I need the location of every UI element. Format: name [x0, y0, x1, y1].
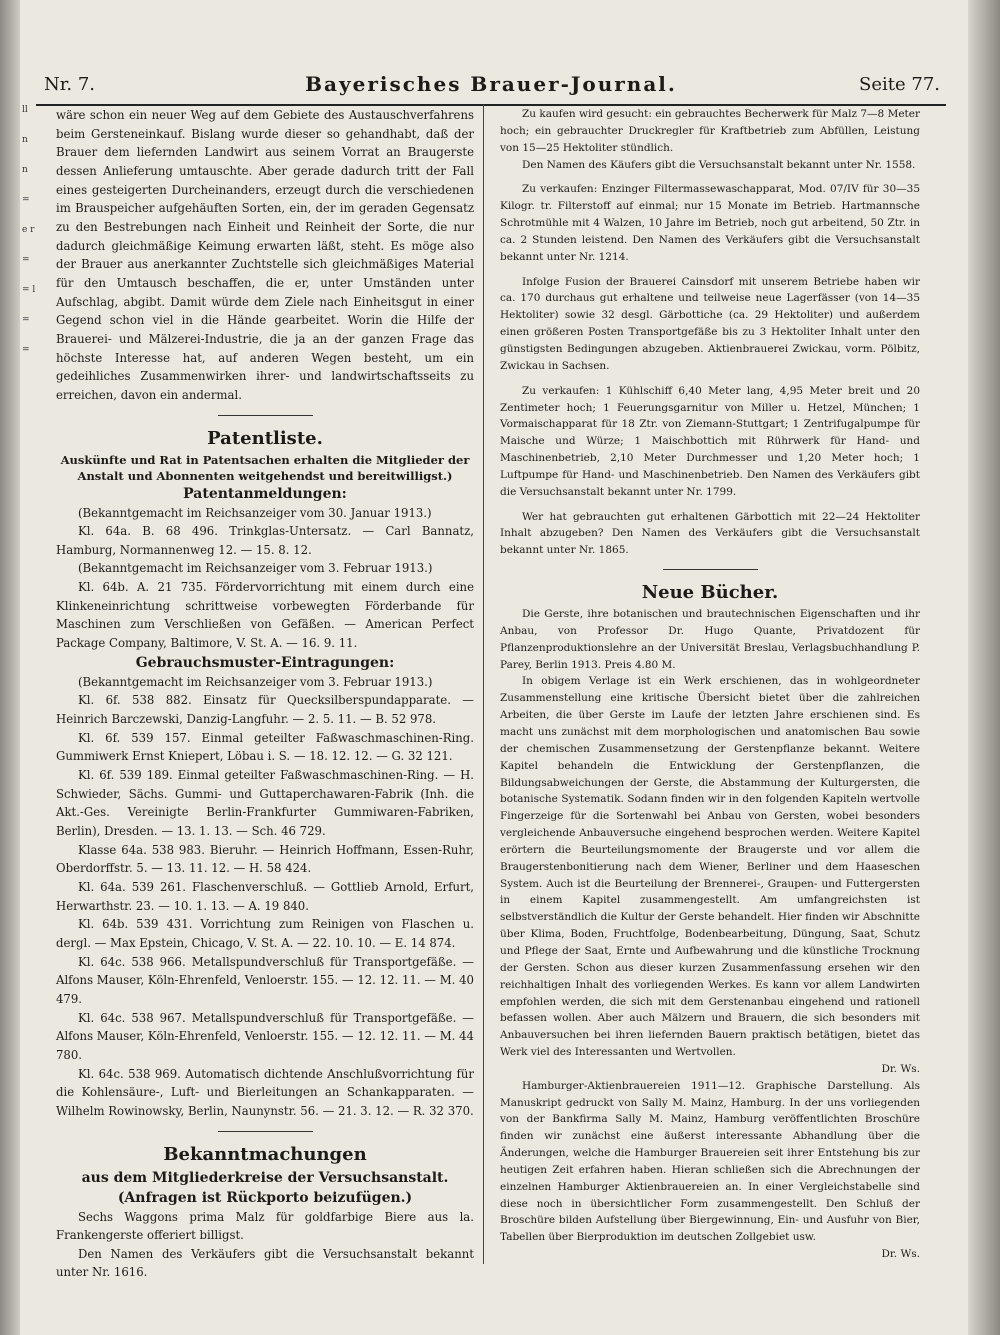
utility-model-entry: Kl. 6f. 539 157. Einmal geteilter Faßwaschmaschinen-Ring. Gummiwerk Ernst Kniepert, Löbau i. S. — 18. 12. 12. — G. 32 121.	[56, 730, 474, 764]
patent-entry: Kl. 64b. A. 21 735. Fördervorrichtung mit einem durch eine Klinkeneinrichtung schrittweise vorbewegten Förderbande für Maschinen zum Verschließen von Gefäßen. — American Perfect Package Company, Baltimore, V. St. A. — 16. 9. 11.	[56, 580, 474, 651]
classified-ad: Den Namen des Käufers gibt die Versuchsanstalt bekannt unter Nr. 1558.	[522, 158, 916, 171]
patent-entry: (Bekanntgemacht im Reichsanzeiger vom 3. Februar 1913.)	[78, 561, 433, 576]
patent-entry: (Bekanntgemacht im Reichsanzeiger vom 30. Januar 1913.)	[78, 505, 432, 520]
issue-number: Nr. 7.	[44, 74, 95, 95]
utility-model-entry: (Bekanntgemacht im Reichsanzeiger vom 3. Februar 1913.)	[78, 674, 433, 689]
utility-model-entry: Kl. 6f. 539 189. Einmal geteilter Faßwaschmaschinen-Ring. — H. Schwieder, Sächs. Gummi- und Guttaperchawaren-Fabrik (Inh. die Akt.-Ges. Vereinigte Berlin-Frankfurter Gummiwaren-Fabriken, Berlin), Dresden. — 13. 1. 13. — Sch. 46 729.	[56, 768, 474, 838]
classified-ad: Infolge Fusion der Brauerei Cainsdorf mit unserem Betriebe haben wir ca. 170 durchaus gut erhaltene und teilweise neue Lagerfässer (von 14—35 Hektoliter) sowie 32 desgl. Gärbottiche (ca. 29 Hektoliter) und außerdem einen größeren Posten Transportgefäße bis zu 3 Hektoliter Inhalt unter den günstigsten Bedingungen abzugeben. Aktienbrauerei Zwickau, vorm. Pölbitz, Zwickau in Sachsen.	[500, 275, 920, 372]
right-column	[500, 106, 920, 1263]
section-rule	[663, 569, 758, 570]
announcement-entry: Den Namen des Verkäufers gibt die Versuchsanstalt bekannt unter Nr. 1616.	[56, 1246, 474, 1280]
review-signature: Dr. Ws.	[881, 1248, 920, 1261]
utility-models-title: Gebrauchsmuster-Eintragungen:	[135, 654, 395, 671]
book-entry: Die Gerste, ihre botanischen und brautechnischen Eigenschaften und ihr Anbau, von Professor Dr. Hugo Quante, Privatdozent für Pflanzenproduktionslehre an der Universität Breslau, Verlagsbuchhandlung P. Parey, Berlin 1913. Preis 4.80 M.	[500, 608, 920, 671]
column-divider	[483, 104, 484, 1264]
classified-ad: Zu kaufen wird gesucht: ein gebrauchtes Becherwerk für Malz 7—8 Meter hoch; ein gebrauchter Druckregler für Kraftbetrieb zum Abfüllen, Leistung von 15—25 Hektoliter stündlich.	[500, 108, 920, 154]
book-entry: Hamburger-Aktienbrauereien 1911—12. Graphische Darstellung. Als Manuskript gedruckt von Sally M. Mainz, Hamburg. In der uns vorliegenden von der Bankfirma Sally M. Mainz, Hamburg veröffentlichten Broschüre finden wir zunächst eine äußerst interessante Abhandlung über die Änderungen, welche die Hamburger Brauereien seit ihrer Entstehung bis zur heutigen Zeit erfahren haben. Hieran schließen sich die Abrechnungen der einzelnen Hamburger Aktienbrauereien an. In einer Vergleichstabelle sind diese noch in übersichtlicher Form zusammengestellt. Den Schluß der Broschüre bilden Aufstellung über Biergewinnung, Ein- und Ausfuhr von Bier, Tabellen über Bierproduktion im deutschen Zollgebiet usw.	[500, 1079, 920, 1244]
page-number: Seite 77.	[859, 74, 940, 95]
utility-model-entry: Kl. 64b. 539 431. Vorrichtung zum Reinigen von Flaschen u. dergl. — Max Epstein, Chicago, V. St. A. — 22. 10. 10. — E. 14 874.	[56, 917, 474, 950]
scan-shadow-right	[968, 0, 1000, 1335]
classified-ad: Wer hat gebrauchten gut erhaltenen Gärbottich mit 22—24 Hektoliter Inhalt abzugeben? Den Namen des Verkäufers gibt die Versuchsanstalt bekannt unter Nr. 1865.	[500, 510, 920, 557]
utility-model-entry: Kl. 6f. 538 882. Einsatz für Quecksilberspundapparate. — Heinrich Barczewski, Danzig-Langfuhr. — 2. 5. 11. — B. 52 978.	[56, 693, 474, 727]
page-header	[36, 70, 946, 106]
section-rule	[218, 1131, 313, 1132]
patent-list-title: Patentliste.	[207, 427, 323, 449]
scan-shadow-left	[0, 0, 20, 1335]
new-books-title: Neue Bücher.	[641, 582, 779, 604]
utility-model-entry: Kl. 64c. 538 967. Metallspundverschluß für Transportgefäße. — Alfons Mauser, Köln-Ehrenfeld, Venloerstr. 155. — 12. 12. 11. — M. 44 780.	[56, 1010, 474, 1062]
left-column	[56, 106, 474, 1282]
utility-model-entry: Kl. 64c. 538 969. Automatisch dichtende Anschlußvorrichtung für die Kohlensäure-, Luft- und Bierleitungen an Schankapparaten. — Wilhelm Rowinowsky, Berlin, Naunynstr. 56. — 21. 3. 12. — R. 32 370.	[56, 1066, 474, 1118]
utility-model-entry: Kl. 64a. 539 261. Flaschenverschluß. — Gottlieb Arnold, Erfurt, Herwarthstr. 23. — 10. 1. 13. — A. 19 840.	[56, 879, 474, 913]
announcement-entry: Sechs Waggons prima Malz für goldfarbige Biere aus la. Frankengerste offeriert billigst.	[56, 1209, 474, 1243]
announcements-subtitle: aus dem Mitgliederkreise der Versuchsanstalt.	[81, 1169, 449, 1186]
patent-entry: Kl. 64a. B. 68 496. Trinkglas-Untersatz. — Carl Bannatz, Hamburg, Normannenweg 12. — 15. 8. 12.	[56, 524, 474, 557]
utility-model-entry: Kl. 64c. 538 966. Metallspundverschluß für Transportgefäße. — Alfons Mauser, Köln-Ehrenfeld, Venloerstr. 155. — 12. 12. 11. — M. 40 479.	[56, 954, 474, 1006]
classified-ad: Zu verkaufen: 1 Kühlschiff 6,40 Meter lang, 4,95 Meter breit und 20 Zentimeter hoch; 1 Feuerungsgarnitur von Miller u. Hetzel, München; 1 Vormaischapparat für 18 Ztr. von Ziemann-Stuttgart; 1 Zentrifugalpumpe für Maische und Würze; 1 Maischbottich mit Rührwerk für Hand- und Maschinenbetrieb, 2,10 Meter Durchmesser und 1,20 Meter hoch; 1 Luftpumpe für Hand- und Maschinenbetrieb. Den Namen des Verkäufers gibt die Versuchsanstalt bekannt unter Nr. 1799.	[500, 384, 920, 498]
utility-model-entry: Klasse 64a. 538 983. Bieruhr. — Heinrich Hoffmann, Essen-Ruhr, Oberdorffstr. 5. — 13. 11. 12. — H. 58 424.	[56, 842, 474, 876]
patent-list-subtitle: Auskünfte und Rat in Patentsachen erhalten die Mitglieder der Anstalt und Abonnenten weitgehendst und bereitwilligst.)	[60, 452, 470, 483]
article-continuation: wäre schon ein neuer Weg auf dem Gebiete des Austauschverfahrens beim Gersteneinkauf. Bislang wurde dieser so gehandhabt, daß der Brauer dem liefernden Landwirt aus seinem Vorrat an Braugerste dessen Anlieferung umtauschte. Aber gerade dadurch tritt der Fall eines gesteigerten Durcheinanders, erzeugt durch die verschiedenen im Brauspeicher aufgehäuften Sorten, ein, der im geraden Gegensatz zu den Bestrebungen nach Einheit und Reinheit der Sorte, die nur dadurch gleichmäßige Keimung erwarten läßt, steht. Es möge also der Brauer aus anerkannter Zuchtstelle sich gleichmäßiges Material für den Umtausch beschaffen, die er, unter Umständen unter Aufschlag, abgibt. Damit würde dem Ziele nach Einheitsgut in einer Gegend schon viel in die Hände gearbeitet. Worin die Hilfe der Brauerei- und Mälzerei-Industrie, die ja an der ganzen Frage das höchste Interesse hat, auf anderen Wegen besteht, um ein gedeihliches Zusammenwirken ihrer- und landwirtschaftsseits zu erreichen, davon ein andermal.	[56, 108, 474, 402]
review-signature: Dr. Ws.	[881, 1062, 920, 1075]
book-review: In obigem Verlage ist ein Werk erschienen, das in wohlgeordneter Zusammenstellung eine kritische Übersicht bietet über die zahlreichen Arbeiten, die über Gerste im Laufe der letzten Jahre erschienen sind. Es macht uns zunächst mit dem morphologischen und anatomischen Bau sowie der chemischen Zusammensetzung der Gerstenpflanze bekannt. Weitere Kapitel behandeln die Entwicklung der Gerstenpflanzen, die Bildungsabweichungen der Gerste, die Abstammung der Kulturgersten, die botanische Systematik. Sodann finden wir in den folgenden Kapiteln wertvolle Fingerzeige für die Sortenwahl bei Anbau von Gersten, wobei besonders vergleichende Anbauversuche eingehend besprochen werden. Weitere Kapitel erörtern die Beurteilungsmomente der Braugerste und vor allem die Braugerstenbonitierung nach dem Wiener, Berliner und dem Haaseschen System. Auch ist die Beurteilung der Brennerei-, Graupen- und Futtergersten in einem Kapitel zusammengestellt. Am umfangreichsten ist selbstverständlich die Kultur der Gerste behandelt. Hier finden wir Abschnitte über Klima, Boden, Fruchtfolge, Bodenbearbeitung, Düngung, Saat, Schutz und Pflege der Saat, Ernte und Aufbewahrung und die künstliche Trocknung der Gersten. Schon aus dieser kurzen Zusammenfassung ersehen wir den reichhaltigen Inhalt des vorliegenden Werkes. Es kann vor allem Landwirten empfohlen werden, die sich mit dem Gerstenanbau eingehend und rationell befassen wollen. Aber auch Mälzern und Brauern, die sich besonders mit Anbauversuchen bei ihren liefernden Bauern praktisch betätigen, bietet das Werk viel des Interessanten und Wertvollen.	[500, 675, 920, 1059]
announcements-note: (Anfragen ist Rückporto beizufügen.)	[117, 1189, 413, 1206]
margin-bleed-marks: ll n n = e r = = l = =	[22, 105, 36, 355]
announcements-title: Bekanntmachungen	[163, 1143, 367, 1165]
journal-title: Bayerisches Brauer-Journal.	[305, 72, 677, 96]
patent-applications-title: Patentanmeldungen:	[183, 485, 347, 502]
section-rule	[218, 415, 313, 416]
classified-ad: Zu verkaufen: Enzinger Filtermassewaschapparat, Mod. 07/IV für 30—35 Kilogr. tr. Filterstoff auf einmal; nur 15 Monate im Betrieb. Hartmannsche Schrotmühle mit 4 Walzen, 10 Jahre im Betrieb, noch gut arbeitend, 50 Ztr. in ca. 2 Stunden leistend. Den Namen des Verkäufers gibt die Versuchsanstalt bekannt unter Nr. 1214.	[500, 183, 920, 263]
